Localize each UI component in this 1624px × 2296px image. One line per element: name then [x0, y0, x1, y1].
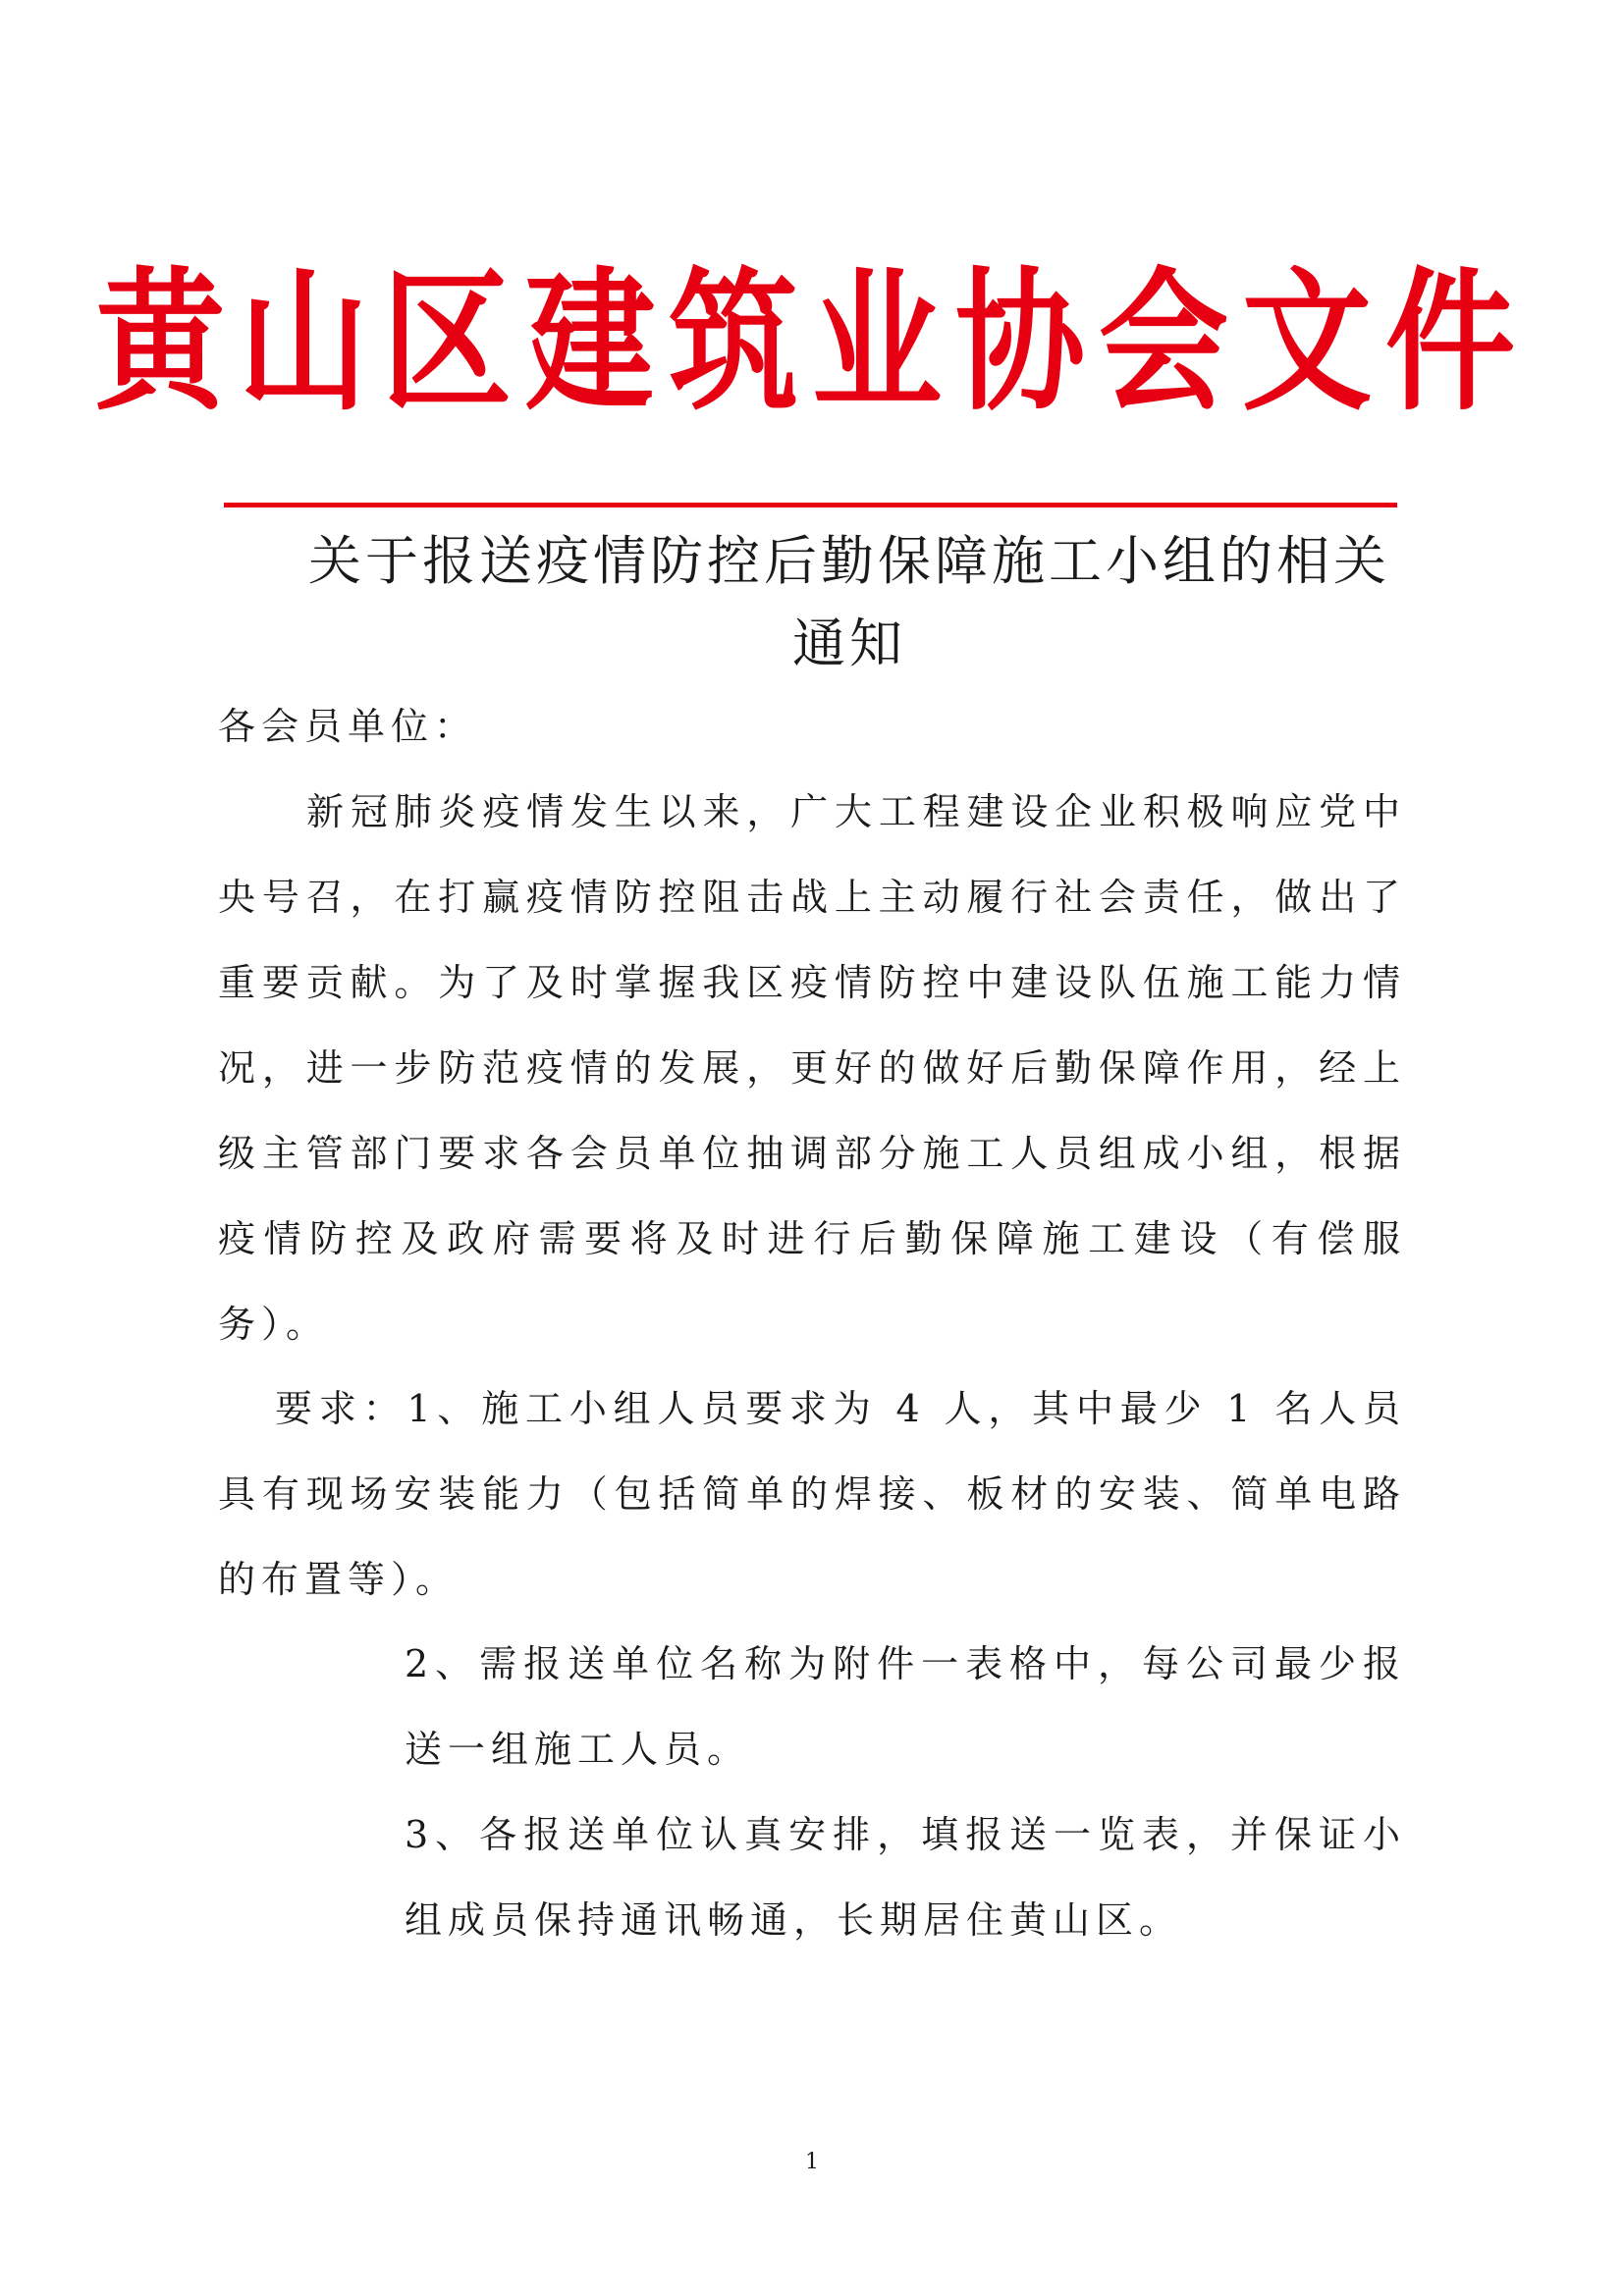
requirement-item-3: 3、各报送单位认真安排，填报送一览表，并保证小组成员保持通讯畅通，长期居住黄山区。 [405, 1813, 1406, 1942]
masthead-title: 黄山区建筑业协会文件 [95, 253, 1529, 433]
document-title: 关于报送疫情防控后勤保障施工小组的相关通知 [308, 530, 1390, 674]
page-number: 1 [805, 2150, 819, 2174]
requirement-item-1: 要求：1、施工小组人员要求为 4 人，其中最少 1 名人员具有现场安装能力（包括简单的焊接、板材的安装、简单电路的布置等）。 [218, 1387, 1406, 1601]
header-red-rule [224, 503, 1397, 507]
body-paragraph-1: 新冠肺炎疫情发生以来，广大工程建设企业积极响应党中央号召，在打赢疫情防控阻击战上主动履行社会责任，做出了重要贡献。为了及时掌握我区疫情防控中建设队伍施工能力情况，进一步防范疫情的发展，更好的做好后勤保障作用，经上级主管部门要求各会员单位抽调部分施工人员组成小组，根据疫情防控及政府需要将及时进行后勤保障施工建设（有偿服务）。 [218, 790, 1406, 1346]
salutation: 各会员单位： [218, 705, 478, 748]
requirement-item-2: 2、需报送单位名称为附件一表格中，每公司最少报送一组施工人员。 [405, 1642, 1406, 1771]
